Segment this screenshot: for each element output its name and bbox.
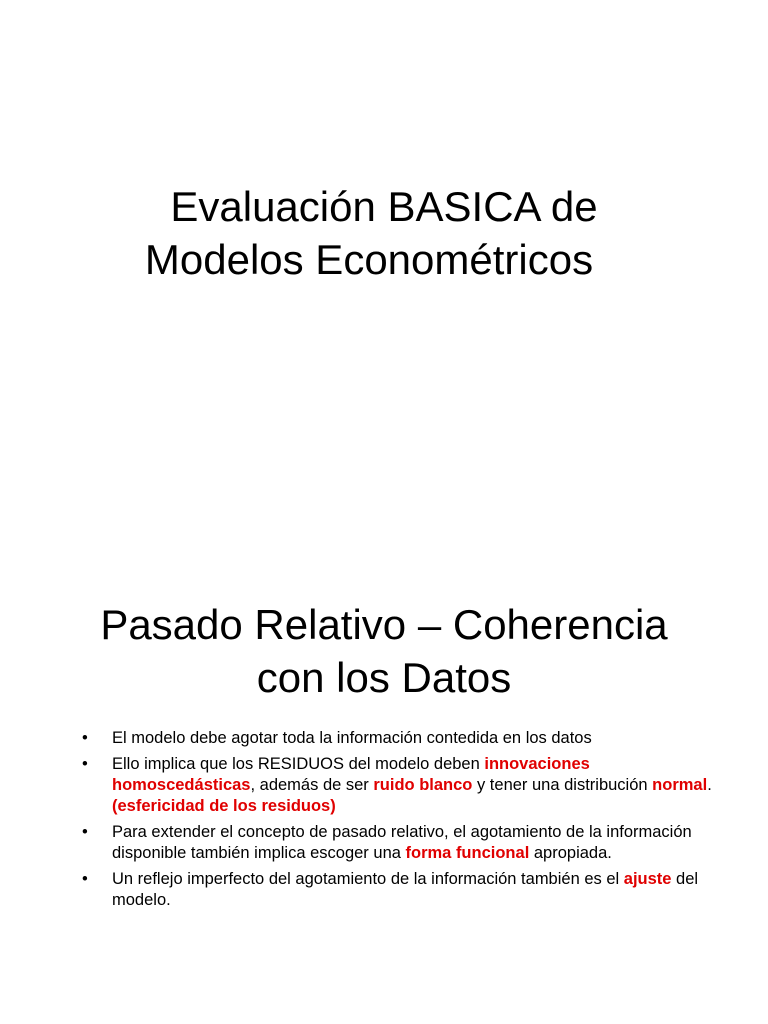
bullet-icon: • [82, 729, 88, 747]
highlight-text: (esfericidad de los residuos) [112, 797, 336, 815]
highlight-text: normal [652, 776, 708, 794]
slide-2 [0, 512, 768, 1024]
slide-2-title-line-2: con los Datos [256, 654, 512, 701]
bullet-item [82, 869, 722, 911]
bullet-icon: • [82, 823, 88, 841]
bullet-text: . [707, 776, 712, 794]
bullet-icon: • [82, 870, 88, 888]
bullet-text: El modelo debe agotar toda la información contedida en los datos [112, 729, 592, 747]
bullet-item [82, 754, 722, 817]
slide-1-title-line-1: Evaluación BASICA de [170, 183, 598, 230]
slide-2-title [0, 598, 768, 704]
bullet-text: Para extender el concepto de pasado relativo, el agotamiento de la información disponible también implica escoger una [112, 823, 692, 862]
bullet-text: del modelo. [112, 870, 699, 909]
highlight-text: forma funcional [405, 844, 530, 862]
bullet-text: Un reflejo imperfecto del agotamiento de la información también es el [112, 870, 624, 888]
bullet-text: Ello implica que los RESIDUOS del modelo deben [112, 755, 485, 773]
bullet-text: y tener una distribución [472, 776, 653, 794]
highlight-text: ajuste [623, 870, 672, 888]
slide-1-title [0, 180, 768, 286]
bullet-text: , además de ser [250, 776, 374, 794]
bullet-text: apropiada. [529, 844, 612, 862]
bullet-icon: • [82, 755, 88, 773]
highlight-text: innovaciones homoscedásticas [112, 755, 590, 794]
bullet-list [82, 728, 722, 916]
highlight-text: ruido blanco [373, 776, 473, 794]
bullet-item [82, 728, 722, 749]
slide-2-title-line-1: Pasado Relativo – Coherencia [100, 601, 668, 648]
slide-1-title-line-2: Modelos Econométricos [144, 236, 594, 283]
bullet-item [82, 822, 722, 864]
